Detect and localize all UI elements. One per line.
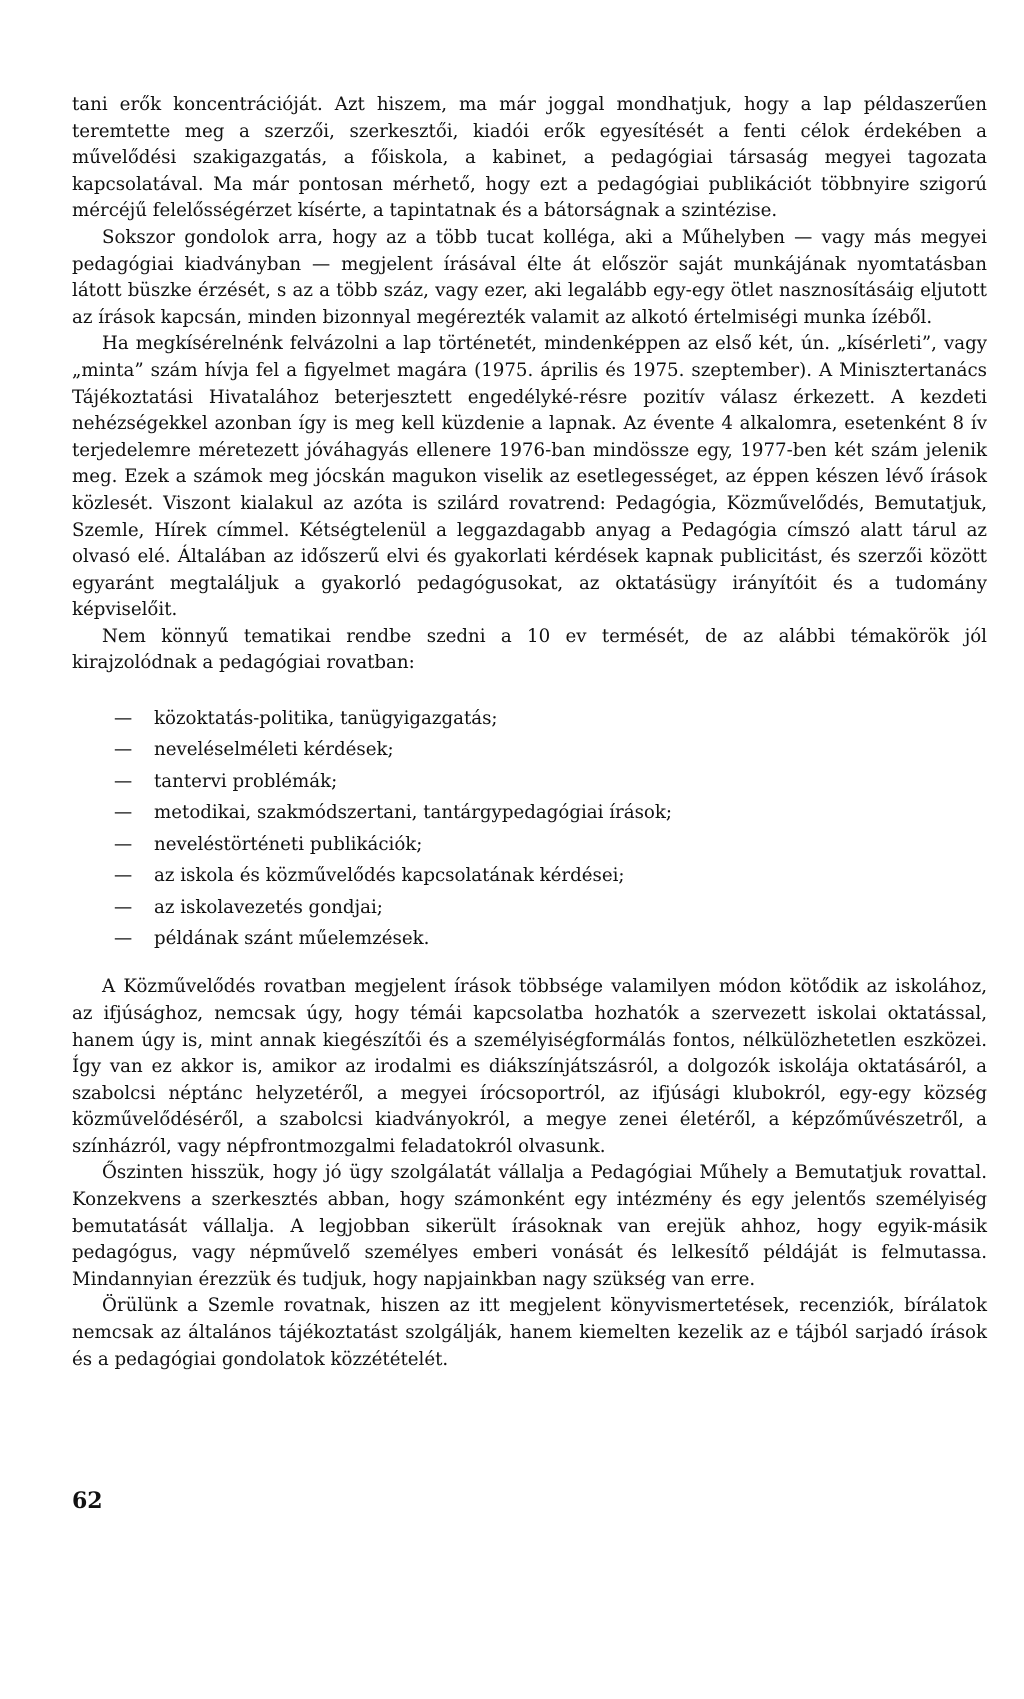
list-dash: —: [114, 865, 133, 887]
list-dash: —: [114, 896, 133, 918]
list-item-text: neveléstörténeti publikációk;: [154, 833, 423, 855]
list-item: [114, 892, 987, 923]
list-item: [114, 797, 987, 828]
list-dash: —: [114, 739, 133, 761]
list-item-text: neveléselméleti kérdések;: [154, 739, 394, 761]
list-item: [114, 860, 987, 891]
list-item-text: példának szánt műelemzések.: [154, 927, 430, 949]
list-dash: —: [114, 833, 133, 855]
paragraph: Örülünk a Szemle rovatnak, hiszen az itt megjelent könyvismertetések, recenziók, bírálatok nemcsak az általános tájékoztatást szolgálják, hanem kiemelten kezelik az e tájból sarjadó írások és a pedagógiai gondolatok közzétételét.: [72, 1295, 987, 1370]
document-page: [72, 92, 987, 1373]
list-dash: —: [114, 770, 133, 792]
list-item: [114, 923, 987, 954]
list-item-text: az iskolavezetés gondjai;: [154, 896, 383, 918]
list-dash: —: [114, 927, 133, 949]
paragraph: Sokszor gondolok arra, hogy az a több tucat kolléga, aki a Műhelyben — vagy más megyei pedagógiai kiadványban — megjelent írásával élte át először saját munkájának nyomtatásban látott büszke érzését, s az a több száz, vagy ezer, aki legalább egy-egy ötlet nasznosításáig eljutott az írások kapcsán, minden bizonnyal megérezték valamit az alkotó értelmiségi munka ízéből.: [72, 226, 987, 328]
list-item-text: tantervi problémák;: [154, 770, 338, 792]
list-item-text: metodikai, szakmódszertani, tantárgypedagógiai írások;: [154, 802, 673, 824]
paragraph: A Közművelődés rovatban megjelent írások többsége valamilyen módon kötődik az iskolához, az ifjúsághoz, nemcsak úgy, hogy témái kapcsolatba hozhatók a szervezett iskolai oktatással, hanem úgy is, mint annak kiegészítői és a személyiségformálás fontos, nélkülözhetetlen eszközei. Így van ez akkor is, amikor az irodalmi es diákszínjátszásról, a dolgozók iskolája oktatásáról, a szabolcsi néptánc helyzetéről, a megyei írócsoportról, az ifjúsági klubokról, egy-egy község közművelődéséről, a szabolcsi kiadványokról, a megye zenei életéről, a képzőművészetről, a színházról, vagy népfrontmozgalmi feladatokról olvasunk.: [72, 976, 987, 1157]
list-item: [114, 829, 987, 860]
topic-list: [72, 703, 987, 954]
paragraph: tani erők koncentrációját. Azt hiszem, ma már joggal mondhatjuk, hogy a lap példaszerűen teremtette meg a szerzői, szerkesztői, kiadói erők egyesítését a fenti célok érdekében a művelődési szakigazgatás, a főiskola, a kabinet, a pedagógiai társaság megyei tagozata kapcsolatával. Ma már pontosan mérhető, hogy ezt a pedagógiai publikációt többnyire szigorú mércéjű felelősségérzet kísérte, a tapintatnak és a bátorságnak a szintézise.: [72, 94, 987, 222]
paragraph: Nem könnyű tematikai rendbe szedni a 10 ev termését, de az alábbi témakörök jól kirajzolódnak a pedagógiai rovatban:: [72, 625, 987, 674]
list-item: [114, 734, 987, 765]
paragraph: Őszinten hisszük, hogy jó ügy szolgálatát vállalja a Pedagógiai Műhely a Bemutatjuk rovattal. Konzekvens a szerkesztés abban, hogy számonként egy intézmény és egy jelentős személyiség bemutatását vállalja. A legjobban sikerült írásoknak van erejük ahhoz, hogy egyik-másik pedagógus, vagy népművelő személyes emberi vonását és lelkesítő példáját is felmutassa. Mindannyian érezzük és tudjuk, hogy napjainkban nagy szükség van erre.: [72, 1162, 987, 1290]
list-item: [114, 766, 987, 797]
list-item: [114, 703, 987, 734]
list-item-text: közoktatás-politika, tanügyigazgatás;: [154, 708, 498, 730]
list-dash: —: [114, 708, 133, 730]
page-number: 62: [72, 1488, 103, 1514]
paragraph: Ha megkísérelnénk felvázolni a lap történetét, mindenképpen az első két, ún. „kísérleti”, vagy „minta” szám hívja fel a figyelmet magára (1975. április és 1975. szeptember). A Minisztertanács Tájékoztatási Hivatalához beterjesztett engedélyké-résre pozitív válasz érkezett. A kezdeti nehézségekkel azonban így is meg kell küzdenie a lapnak. Az évente 4 alkalomra, esetenként 8 ív terjedelemre méretezett jóváhagyás ellenere 1976-ban mindössze egy, 1977-ben két szám jelenik meg. Ezek a számok meg jócskán magukon viselik az esetlegességet, az éppen készen lévő írások közlesét. Viszont kialakul az azóta is szilárd rovatrend: Pedagógia, Közművelődés, Bemutatjuk, Szemle, Hírek címmel. Kétségtelenül a leggazdagabb anyag a Pedagógia címszó alatt tárul az olvasó elé. Általában az időszerű elvi és gyakorlati kérdések kapnak publicitást, és szerzői között egyaránt megtaláljuk a gyakorló pedagógusokat, az oktatásügy irányítóit és a tudomány képviselőit.: [72, 333, 987, 621]
list-item-text: az iskola és közművelődés kapcsolatának kérdései;: [154, 865, 625, 887]
list-dash: —: [114, 802, 133, 824]
